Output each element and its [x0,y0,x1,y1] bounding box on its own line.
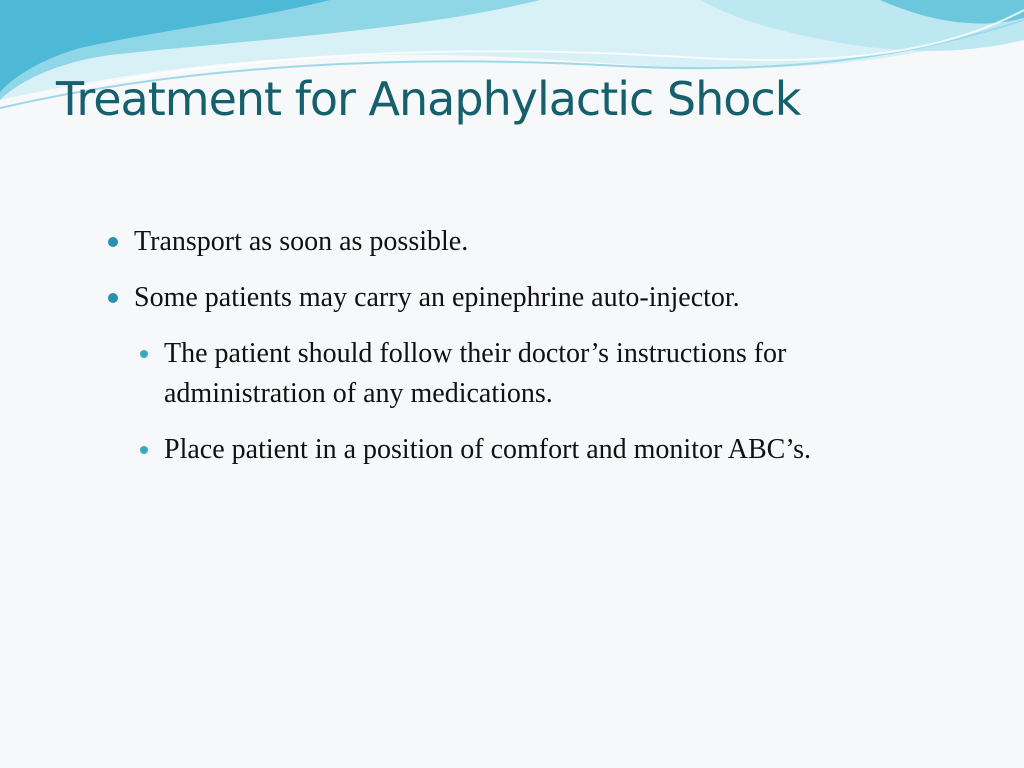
bullet-text: Some patients may carry an epinephrine auto-injector. [134,282,740,313]
bullet-dot-icon [108,293,118,303]
bullet-list [106,222,966,486]
sub-bullet-item [136,334,904,414]
bullet-dot-icon [108,237,118,247]
bullet-text: Transport as soon as possible. [134,226,469,257]
sub-bullet-text: The patient should follow their doctor’s instructions for administration of any medications. [164,338,787,409]
sub-bullet-text: Place patient in a position of comfort and monitor ABC’s. [164,434,812,465]
bullet-item [106,222,966,262]
bullet-dot-icon [140,446,148,454]
sub-bullet-item [136,430,904,470]
slide-title: Treatment for Anaphylactic Shock [56,72,801,126]
bullet-dot-icon [140,350,148,358]
bullet-item [106,278,966,318]
